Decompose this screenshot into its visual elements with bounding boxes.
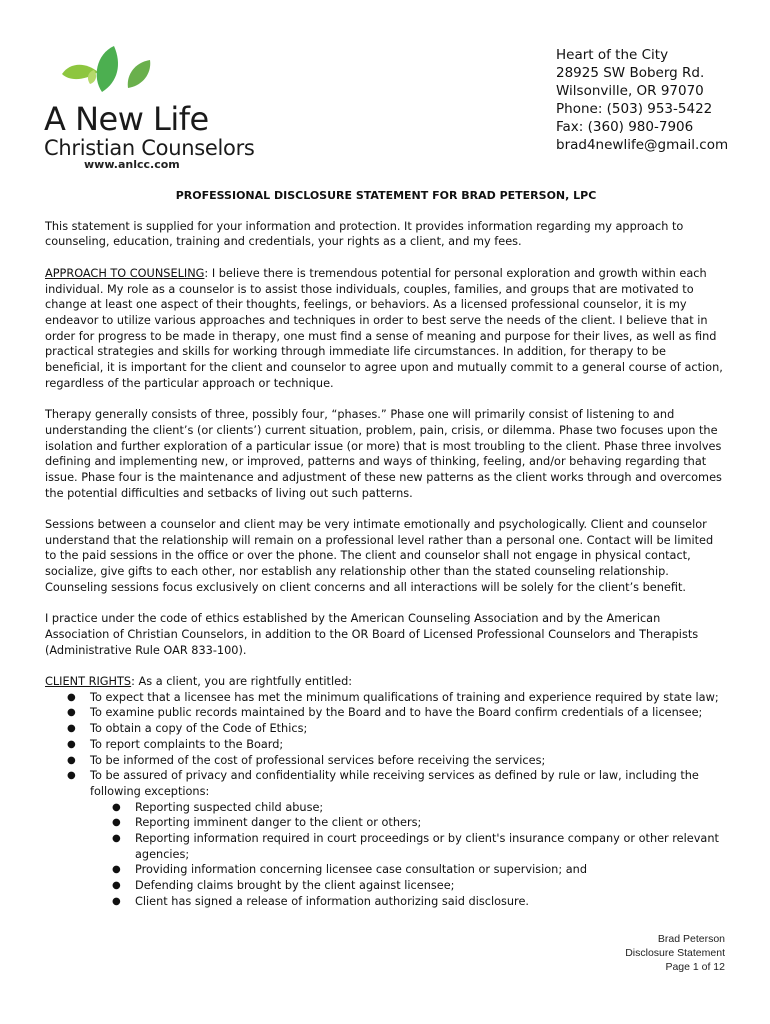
bullet-icon: ●	[112, 833, 121, 845]
rights-list	[45, 690, 727, 910]
page-number: Page 1 of 12	[665, 961, 725, 973]
document-body	[45, 188, 727, 910]
contact-fax: Fax: (360) 980-7906	[556, 119, 694, 135]
list-item: ● Reporting suspected child abuse;	[112, 800, 324, 814]
bullet-icon: ●	[67, 770, 76, 782]
logo-title: A New Life	[44, 100, 209, 138]
list-item: ● Providing information concerning licensee case consultation or supervision; and	[112, 863, 587, 877]
list-item: ● To report complaints to the Board;	[67, 737, 284, 751]
bullet-icon: ●	[112, 801, 121, 813]
rights-intro	[45, 674, 727, 690]
page-footer	[625, 932, 725, 974]
list-item: ● To expect that a licensee has met the minimum qualifications of training and experience required by state law;	[67, 690, 719, 704]
list-item: ● Client has signed a release of information authorizing said disclosure.	[112, 894, 529, 908]
phases-paragraph: Therapy generally consists of three, possibly four, “phases.” Phase one will primarily consist of listening to and understanding the client’s (or clients’) current situation, problem, pain, crisis, or dilemma. Phase two focuses upon the isolation and further exploration of a particular issue (or more) that is most troubling to the client. Phase three involves defining and implementing new, or improved, patterns and ways of thinking, feeling, and/or behaving regarding that issue. Phase four is the maintenance and adjustment of these new patterns as the client works through and overcomes the potential difficulties and setbacks of living out such patterns.	[45, 408, 722, 500]
intro-paragraph: This statement is supplied for your information and protection. It provides information regarding my approach to counseling, education, training and credentials, your rights as a client, and my fees.	[45, 219, 684, 249]
document-title: PROFESSIONAL DISCLOSURE STATEMENT FOR BRAD PETERSON, LPC	[175, 189, 597, 202]
list-item: ● Reporting information required in court proceedings or by client's insurance company or other relevant agencies;	[112, 832, 719, 861]
bullet-icon: ●	[67, 723, 76, 735]
contact-email[interactable]: brad4newlife@gmail.com	[556, 137, 729, 153]
ethics-paragraph: I practice under the code of ethics established by the American Counseling Association and by the American Association of Christian Counselors, in addition to the OR Board of Licensed Professional Counselors and Therapists (Administrative Rule OAR 833-100).	[45, 612, 699, 657]
list-item: ● To examine public records maintained by the Board and to have the Board confirm credentials of a licensee;	[67, 706, 703, 720]
list-item: ● Reporting imminent danger to the client or others;	[112, 816, 422, 830]
contact-phone: Phone: (503) 953-5422	[556, 101, 713, 117]
bullet-icon: ●	[67, 707, 76, 719]
bullet-icon: ●	[67, 691, 76, 703]
approach-heading: APPROACH TO COUNSELING	[45, 266, 205, 280]
bullet-icon: ●	[67, 738, 76, 750]
bullet-icon: ●	[112, 864, 121, 876]
rights-intro-text: : As a client, you are rightfully entitled:	[131, 675, 353, 689]
bullet-icon: ●	[112, 880, 121, 892]
leaves-icon	[56, 44, 166, 104]
logo	[44, 44, 264, 174]
contact-location: Heart of the City	[556, 47, 669, 63]
approach-paragraph	[45, 266, 727, 392]
contact-city: Wilsonville, OR 97070	[556, 83, 704, 99]
contact-block	[556, 46, 728, 154]
bullet-icon: ●	[67, 754, 76, 766]
approach-text: : I believe there is tremendous potential for personal exploration and growth within each individual. My role as a counselor is to assist those individuals, couples, families, and groups that are motivated to change at least one aspect of their thoughts, feelings, or behaviors. As a licensed professional counselor, it is my endeavor to utilize various approaches and techniques in order to best serve the needs of the client. I believe that in order for progress to be made in therapy, one must find a sense of meaning and purpose for their lives, as well as find practical strategies and skills for working through immediate life circumstances. In addition, for therapy to be beneficial, it is important for the client and counselor to agree upon and mutually commit to a general course of action, regardless of the particular approach or technique.	[45, 266, 723, 390]
bullet-icon: ●	[112, 817, 121, 829]
sessions-paragraph: Sessions between a counselor and client may be very intimate emotionally and psychologically. Client and counselor understand that the relationship will remain on a professional level rather than a personal one. Contact will be limited to the paid sessions in the office or over the phone. The client and counselor shall not engage in physical contact, socialize, give gifts to each other, nor establish any relationship other than the stated counseling relationship. Counseling sessions focus exclusively on client concerns and all interactions will be solely for the client’s benefit.	[45, 518, 714, 594]
contact-street: 28925 SW Boberg Rd.	[556, 65, 705, 81]
logo-url: www.anlcc.com	[84, 158, 180, 171]
bullet-icon: ●	[112, 895, 121, 907]
footer-name: Brad Peterson	[657, 933, 725, 945]
list-item: ● Defending claims brought by the client against licensee;	[112, 879, 455, 893]
list-item: ● To be informed of the cost of professional services before receiving the services;	[67, 753, 546, 767]
exceptions-list	[90, 800, 727, 910]
logo-subtitle: Christian Counselors	[44, 136, 255, 160]
list-item: ● To be assured of privacy and confidentiality while receiving services as defined by rule or law, including the following exceptions: ● Reporting suspected child abuse; ● Reporting imminent danger to the client or others; ● Reporting information required in court proceedings or by client's insurance company or other relevant agencies; ● Providing information concerning licensee case consultation or supervision; and ● Defending claims brought by the client against licensee; ● Client has signed a release of information authorizing said disclosure.	[45, 768, 727, 909]
footer-doc: Disclosure Statement	[625, 947, 725, 959]
list-item: ● To obtain a copy of the Code of Ethics;	[67, 722, 308, 736]
rights-heading: CLIENT RIGHTS	[45, 675, 132, 689]
